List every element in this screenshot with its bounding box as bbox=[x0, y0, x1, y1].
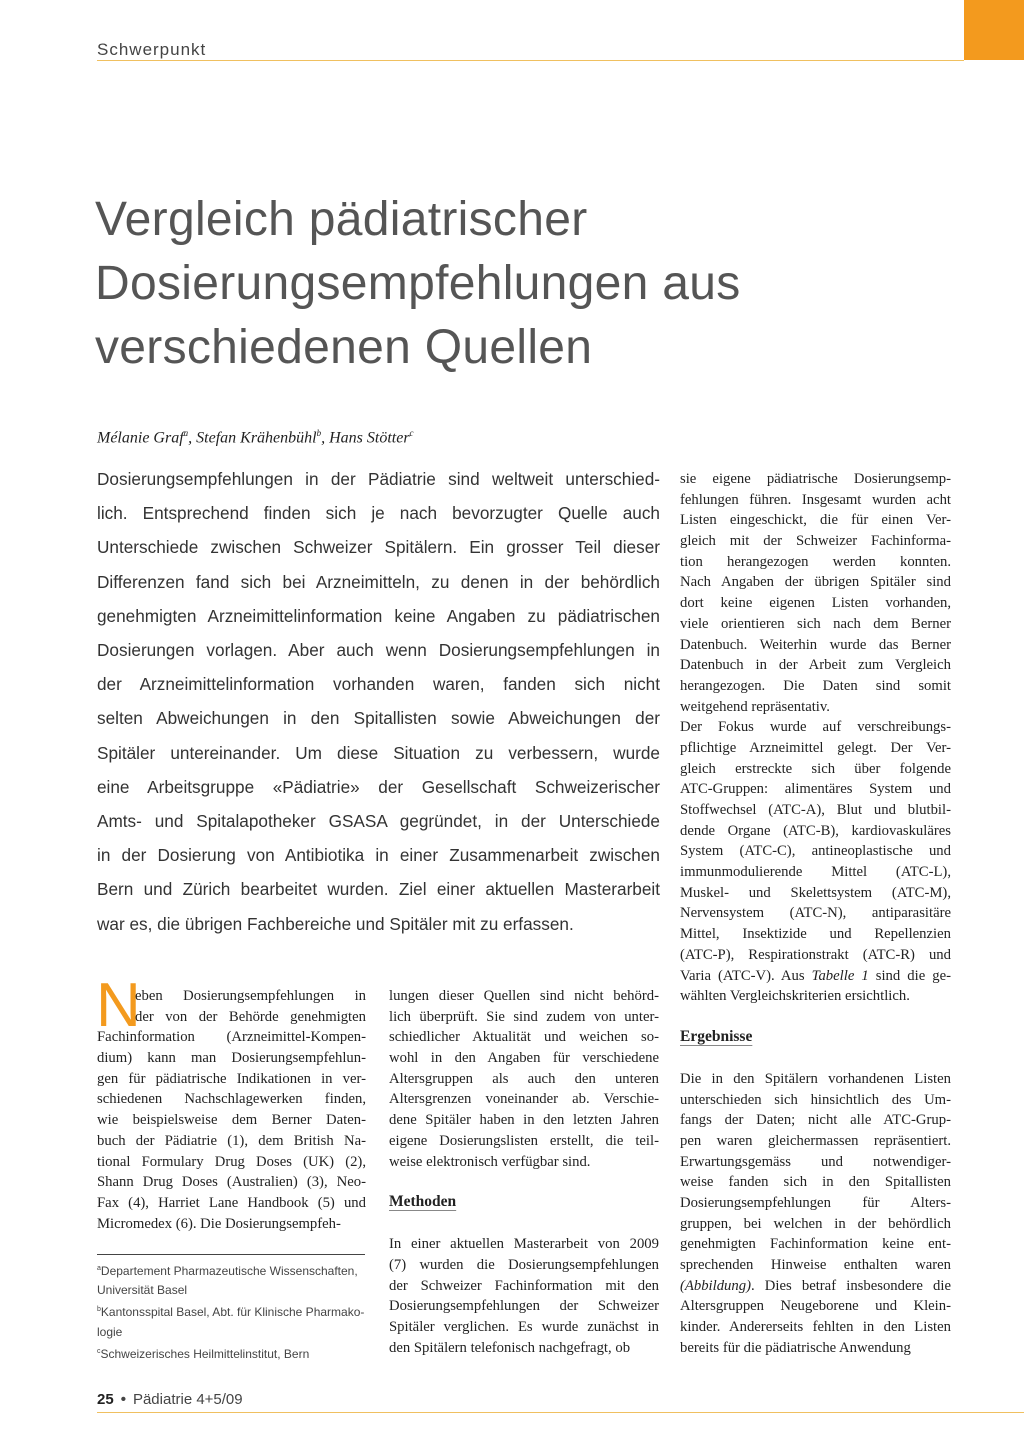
text-line: eine Arbeitsgruppe «Pädiatrie» der Gesellschaft Schweizerischer bbox=[97, 776, 660, 797]
header-rule bbox=[97, 60, 964, 61]
text-line: tional Formulary Drug Doses (UK) (2), bbox=[97, 1153, 366, 1170]
body-column-3 bbox=[680, 469, 951, 1359]
text-line: wohl in den Angaben für verschiedene bbox=[389, 1050, 659, 1067]
footer-separator: • bbox=[120, 1391, 126, 1408]
footer-rule bbox=[97, 1412, 1024, 1413]
text-line: der Schweizer Fachinformation mit den bbox=[389, 1277, 659, 1294]
text-line: weise elektronisch verfügbar sind. bbox=[389, 1153, 591, 1170]
text-line: buch der Pädiatrie (1), dem British Na- bbox=[97, 1132, 366, 1149]
author-name: Mélanie Graf bbox=[97, 429, 184, 447]
text-line: dort keine eigenen Listen vorhanden, bbox=[680, 595, 951, 612]
title-line: Dosierungsempfehlungen aus bbox=[95, 257, 741, 310]
text-line: genehmigten Fachinformation keine ent- bbox=[680, 1236, 951, 1253]
text-line: Dosierungsempfehlungen für Alters- bbox=[680, 1195, 951, 1211]
title-line: Vergleich pädiatrischer bbox=[95, 193, 588, 246]
text-line: sprechenden Hinweise enthalten waren bbox=[680, 1257, 951, 1274]
text-line: Dosierungen vorlagen. Aber auch wenn Dosierungsempfehlungen in bbox=[97, 640, 660, 661]
text-line: selten Abweichungen in den Spitallisten sowie Abweichungen der bbox=[97, 708, 660, 729]
text-line: Datenbuch. Weiterhin wurde das Berner bbox=[680, 636, 951, 653]
text-line: pen waren gleichermassen repräsentiert. bbox=[680, 1132, 951, 1149]
text-line: dene Spitäler haben in den letzten Jahren bbox=[389, 1112, 659, 1129]
text-line: Erwartungsgemäss und notwendiger- bbox=[680, 1153, 951, 1170]
section-heading: Methoden bbox=[389, 1193, 457, 1211]
text-line: Listen eingeschickt, die für einen Ver- bbox=[680, 512, 951, 529]
text-line: gleich mit der Schweizer Fachinforma- bbox=[680, 533, 951, 550]
text-line: lich. Entsprechend finden sich je nach bevorzugter Quelle auch bbox=[97, 503, 660, 524]
author-mark: a bbox=[183, 428, 189, 438]
text-line: weitgehend repräsentativ. bbox=[680, 698, 830, 715]
text-line: Bern und Zürich bearbeitet wurden. Ziel einer aktuellen Masterarbeit bbox=[97, 879, 660, 900]
text-line: gruppen, bei welchen in der behördlich bbox=[680, 1215, 951, 1232]
text-line: ATC-Gruppen: alimentäres System und bbox=[680, 781, 951, 798]
text-line: Spitäler untereinander. Um diese Situation zu verbessern, wurde bbox=[97, 742, 660, 763]
text-line: Varia (ATC-V). Aus Tabelle 1 sind die ge- bbox=[680, 967, 952, 984]
text-line: eigene Dosierungslisten erstellt, die teil- bbox=[389, 1132, 659, 1149]
footnote-mark: b bbox=[97, 1306, 101, 1314]
text-line: der von der Behörde genehmigten bbox=[135, 1008, 366, 1025]
text-line: System (ATC-C), antineoplastische und bbox=[680, 843, 951, 860]
footnote-line: $^b$Kantonsspital Basel, Abt. für Klinische Pharmako- bbox=[97, 1305, 365, 1320]
footnote-mark: c bbox=[97, 1347, 101, 1355]
article-title bbox=[95, 188, 741, 380]
drop-cap: N bbox=[96, 971, 141, 1040]
text-line: eben Dosierungsempfehlungen in bbox=[135, 988, 366, 1004]
author-name: Stefan Krähenbühl bbox=[196, 429, 317, 447]
text-line: genehmigten Arzneimittelinformation keine Angaben zu pädiatrischen bbox=[97, 605, 660, 626]
text-line: wie beispielsweise dem Berner Daten- bbox=[97, 1112, 366, 1129]
text-line: Differenzen fand sich bei Arzneimitteln, zu denen in der behördlich bbox=[97, 571, 660, 592]
text-line: lungen dieser Quellen sind nicht behörd- bbox=[389, 988, 659, 1004]
text-line: Nach Angaben der übrigen Spitäler sind bbox=[680, 574, 951, 591]
text-line: In einer aktuellen Masterarbeit von 2009 bbox=[389, 1236, 659, 1253]
section-heading: Ergebnisse bbox=[680, 1027, 753, 1045]
author-list: Mélanie Graf$^a$, Stefan Krähenbühl$^b$, Hans Stötter$^c$ bbox=[97, 428, 414, 447]
text-line: Dosierungsempfehlungen in der Pädiatrie sind weltweit unterschied- bbox=[97, 469, 660, 489]
text-line: Micromedex (6). Die Dosierungsempfeh- bbox=[97, 1215, 341, 1232]
text-line: in der Dosierung von Antibiotika in einer Zusammenarbeit zwischen bbox=[97, 845, 660, 866]
text-line: dende Organe (ATC-B), kardiovaskuläres bbox=[680, 822, 951, 839]
text-line: Altersgruppen Neugeborene und Klein- bbox=[680, 1298, 951, 1315]
text-line: Mittel, Insektizide und Repellenzien bbox=[680, 926, 951, 943]
text-line: unterschieden sich hinsichtlich des Um- bbox=[680, 1091, 951, 1108]
text-line: war es, die übrigen Fachbereiche und Spitäler mit zu erfassen. bbox=[97, 913, 574, 934]
author-mark: c bbox=[409, 428, 414, 438]
text-line: gleich erstreckte sich über folgende bbox=[680, 760, 951, 777]
page-footer bbox=[97, 1391, 243, 1408]
page-number: 25 bbox=[97, 1391, 114, 1408]
text-line: Fax (4), Harriet Lane Handbook (5) und bbox=[97, 1194, 366, 1211]
text-line: Altersgrenzen voneinander ab. Verschie- bbox=[389, 1091, 659, 1108]
footnote-line: logie bbox=[97, 1324, 123, 1339]
text-line: sie eigene pädiatrische Dosierungsemp- bbox=[680, 471, 951, 487]
author-name: Hans Stötter bbox=[329, 429, 410, 447]
text-line: Nervensystem (ATC-N), antiparasitäre bbox=[680, 905, 951, 922]
section-color-tab bbox=[964, 0, 1024, 60]
footnotes bbox=[97, 1259, 372, 1364]
body-column-1 bbox=[97, 986, 366, 1234]
journal-issue: Pädiatrie 4+5/09 bbox=[132, 1391, 243, 1408]
text-line: lich überprüft. Sie sind zudem von unter- bbox=[389, 1008, 659, 1025]
text-line: Datenbuch in der Arbeit zum Vergleich bbox=[680, 657, 951, 674]
text-line: Fachinformation (Arzneimittel-Kompen- bbox=[97, 1029, 366, 1046]
footnote-line: Universität Basel bbox=[97, 1283, 188, 1298]
text-line: Amts- und Spitalapotheker GSASA gegründet, in der Unterschiede bbox=[97, 811, 660, 832]
abstract bbox=[97, 462, 660, 941]
text-line: den Spitälern telefonisch nachgefragt, ob bbox=[389, 1339, 631, 1356]
footnote-rule bbox=[97, 1254, 365, 1255]
text-line: tion herangezogen werden konnten. bbox=[680, 553, 951, 570]
text-line: viele orientieren sich nach dem Berner bbox=[680, 615, 951, 632]
footnote-line: $^c$Schweizerisches Heilmittelinstitut, Bern bbox=[97, 1346, 310, 1361]
text-line: fehlungen führen. Insgesamt wurden acht bbox=[680, 491, 951, 508]
text-line: immunmodulierende Mittel (ATC-L), bbox=[680, 864, 951, 881]
text-line: (Abbildung). Dies betraf insbesondere die bbox=[680, 1277, 951, 1294]
text-line: bereits für die pädiatrische Anwendung bbox=[680, 1339, 911, 1356]
author-mark: b bbox=[316, 428, 322, 438]
text-line: Muskel- und Skelettsystem (ATC-M), bbox=[680, 884, 951, 901]
text-line: schiedlicher Aktualität und weichen so- bbox=[389, 1029, 659, 1046]
text-line: (7) wurden die Dosierungsempfehlungen bbox=[389, 1256, 659, 1273]
footnote-mark: a bbox=[97, 1265, 101, 1272]
text-line: Altersgruppen als auch den unteren bbox=[389, 1070, 659, 1087]
text-line: Unterschiede zwischen Schweizer Spitälern. Ein grosser Teil dieser bbox=[97, 537, 660, 558]
text-line: weise fanden sich in den Spitallisten bbox=[680, 1174, 951, 1191]
text-line: gen für pädiatrische Indikationen in ver- bbox=[97, 1070, 366, 1087]
text-line: Stoffwechsel (ATC-A), Blut und blutbil- bbox=[680, 802, 951, 818]
footnote-line: $^a$Departement Pharmazeutische Wissenschaften, bbox=[97, 1264, 358, 1278]
text-line: Dosierungsempfehlungen der Schweizer bbox=[389, 1298, 659, 1315]
body-column-2 bbox=[389, 986, 659, 1358]
text-line: dium) kann man Dosierungsempfehlun- bbox=[97, 1050, 366, 1067]
text-line: der Arzneimittelinformation vorhanden waren, fanden sich nicht bbox=[97, 674, 660, 695]
text-line: schiedenen Nachschlagewerken finden, bbox=[97, 1091, 366, 1108]
text-line: Der Fokus wurde auf verschreibungs- bbox=[680, 719, 951, 736]
text-line: Shann Drug Doses (Australien) (3), Neo- bbox=[97, 1174, 366, 1191]
text-line: fangs der Daten; nicht alle ATC-Grup- bbox=[680, 1112, 951, 1129]
text-line: kinder. Andererseits fehlten in den Listen bbox=[680, 1319, 951, 1336]
text-line: pflichtige Arzneimittel gelegt. Der Ver- bbox=[680, 739, 951, 756]
text-line: wählten Vergleichskriterien ersichtlich. bbox=[680, 988, 910, 1005]
text-line: Die in den Spitälern vorhandenen Listen bbox=[680, 1070, 951, 1087]
section-label: Schwerpunkt bbox=[97, 40, 207, 59]
text-line: Spitäler verglichen. Es wurde zunächst in bbox=[389, 1318, 659, 1335]
text-line: herangezogen. Die Daten sind somit bbox=[680, 677, 951, 694]
text-line: (ATC-P), Respirationstrakt (ATC-R) und bbox=[680, 946, 951, 963]
title-line: verschiedenen Quellen bbox=[95, 321, 593, 374]
